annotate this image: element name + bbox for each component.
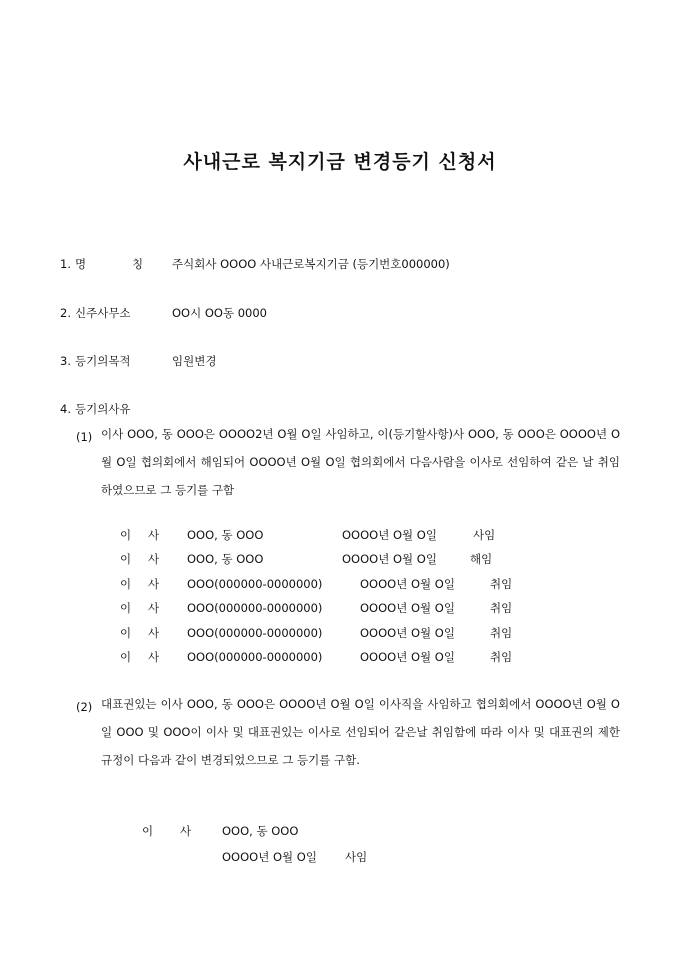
- role-cell: 이: [142, 824, 154, 838]
- action-cell: 사임: [473, 528, 496, 542]
- date-cell: OOOO년 O월 O일: [360, 577, 455, 591]
- date-cell: OOOO년 O월 O일: [360, 626, 455, 640]
- name-cell: OOO, 동 OOO: [187, 528, 264, 542]
- name-cell: OOO(000000-0000000): [187, 601, 323, 615]
- role-cell: 이: [120, 528, 132, 542]
- name-cell: OOO, 동 OOO: [222, 824, 299, 838]
- field-label: 등기의사유: [75, 402, 131, 416]
- document-title: 사내근로 복지기금 변경등기 신청서: [183, 151, 497, 173]
- date-cell: OOOO년 O월 O일: [342, 552, 437, 566]
- field-label: 명: [75, 257, 87, 271]
- name-cell: OOO(000000-0000000): [187, 650, 323, 664]
- role-cell: 사: [180, 824, 192, 838]
- action-cell: 취임: [490, 577, 513, 591]
- name-cell: OOO(000000-0000000): [187, 626, 323, 640]
- date-cell: OOOO년 O월 O일: [360, 650, 455, 664]
- role-cell: 사: [148, 650, 160, 664]
- date-cell: OOOO년 O월 O일: [342, 528, 437, 542]
- role-cell: 이: [120, 552, 132, 566]
- role-cell: 이: [120, 601, 132, 615]
- section-number: 4.: [60, 402, 71, 416]
- role-cell: 이: [120, 650, 132, 664]
- role-cell: 사: [148, 577, 160, 591]
- field-label: 신주사무소: [75, 306, 131, 320]
- action-cell: 취임: [490, 601, 513, 615]
- section-number: 2.: [60, 306, 71, 320]
- role-cell: 사: [148, 552, 160, 566]
- field-value: OO시 OO동 0000: [172, 306, 268, 320]
- role-cell: 사: [148, 626, 160, 640]
- role-cell: 사: [148, 601, 160, 615]
- field-label: 등기의목적: [75, 354, 131, 368]
- name-cell: OOO, 동 OOO: [187, 552, 264, 566]
- section-number: 3.: [60, 354, 71, 368]
- field-value: 임원변경: [172, 354, 217, 368]
- field-value: 주식회사 OOOO 사내근로복지기금 (등기번호000000): [172, 257, 450, 271]
- role-cell: 이: [120, 626, 132, 640]
- action-cell: 취임: [490, 650, 513, 664]
- action-cell: 해임: [470, 552, 493, 566]
- role-cell: 이: [120, 577, 132, 591]
- role-cell: 사: [148, 528, 160, 542]
- paragraph-2: 대표권있는 이사 OOO, 동 OOO은 OOOO년 O월 O일 이사직을 사임하고 협의회에서 OOOO년 O월 O일 OOO 및 OOO이 이사 및 대표권있는 이사로 선임되어 같은날 취임함에 따라 이사 및 대표권의 제한규정이 다음과 같이 변경되었으므로 그 등기를 구함.: [101, 697, 620, 767]
- date-cell: OOOO년 O월 O일: [222, 850, 317, 864]
- action-cell: 취임: [490, 626, 513, 640]
- field-label: 칭: [132, 257, 144, 271]
- section-number: 1.: [60, 257, 71, 271]
- paragraph-marker: (2): [76, 700, 93, 714]
- paragraph-1: 이사 OOO, 동 OOO은 OOOO2년 O월 O일 사임하고, 이(등기할사항)사 OOO, 동 OOO은 OOOO년 O월 O일 협의회에서 해임되어 OOOO년 O월 O일 협의회에서 다음사람을 이사로 선임하여 같은 날 취임하였으므로 그 등기를 구함: [101, 427, 620, 497]
- paragraph-marker: (1): [76, 430, 93, 444]
- name-cell: OOO(000000-0000000): [187, 577, 323, 591]
- action-cell: 사임: [345, 850, 368, 864]
- date-cell: OOOO년 O월 O일: [360, 601, 455, 615]
